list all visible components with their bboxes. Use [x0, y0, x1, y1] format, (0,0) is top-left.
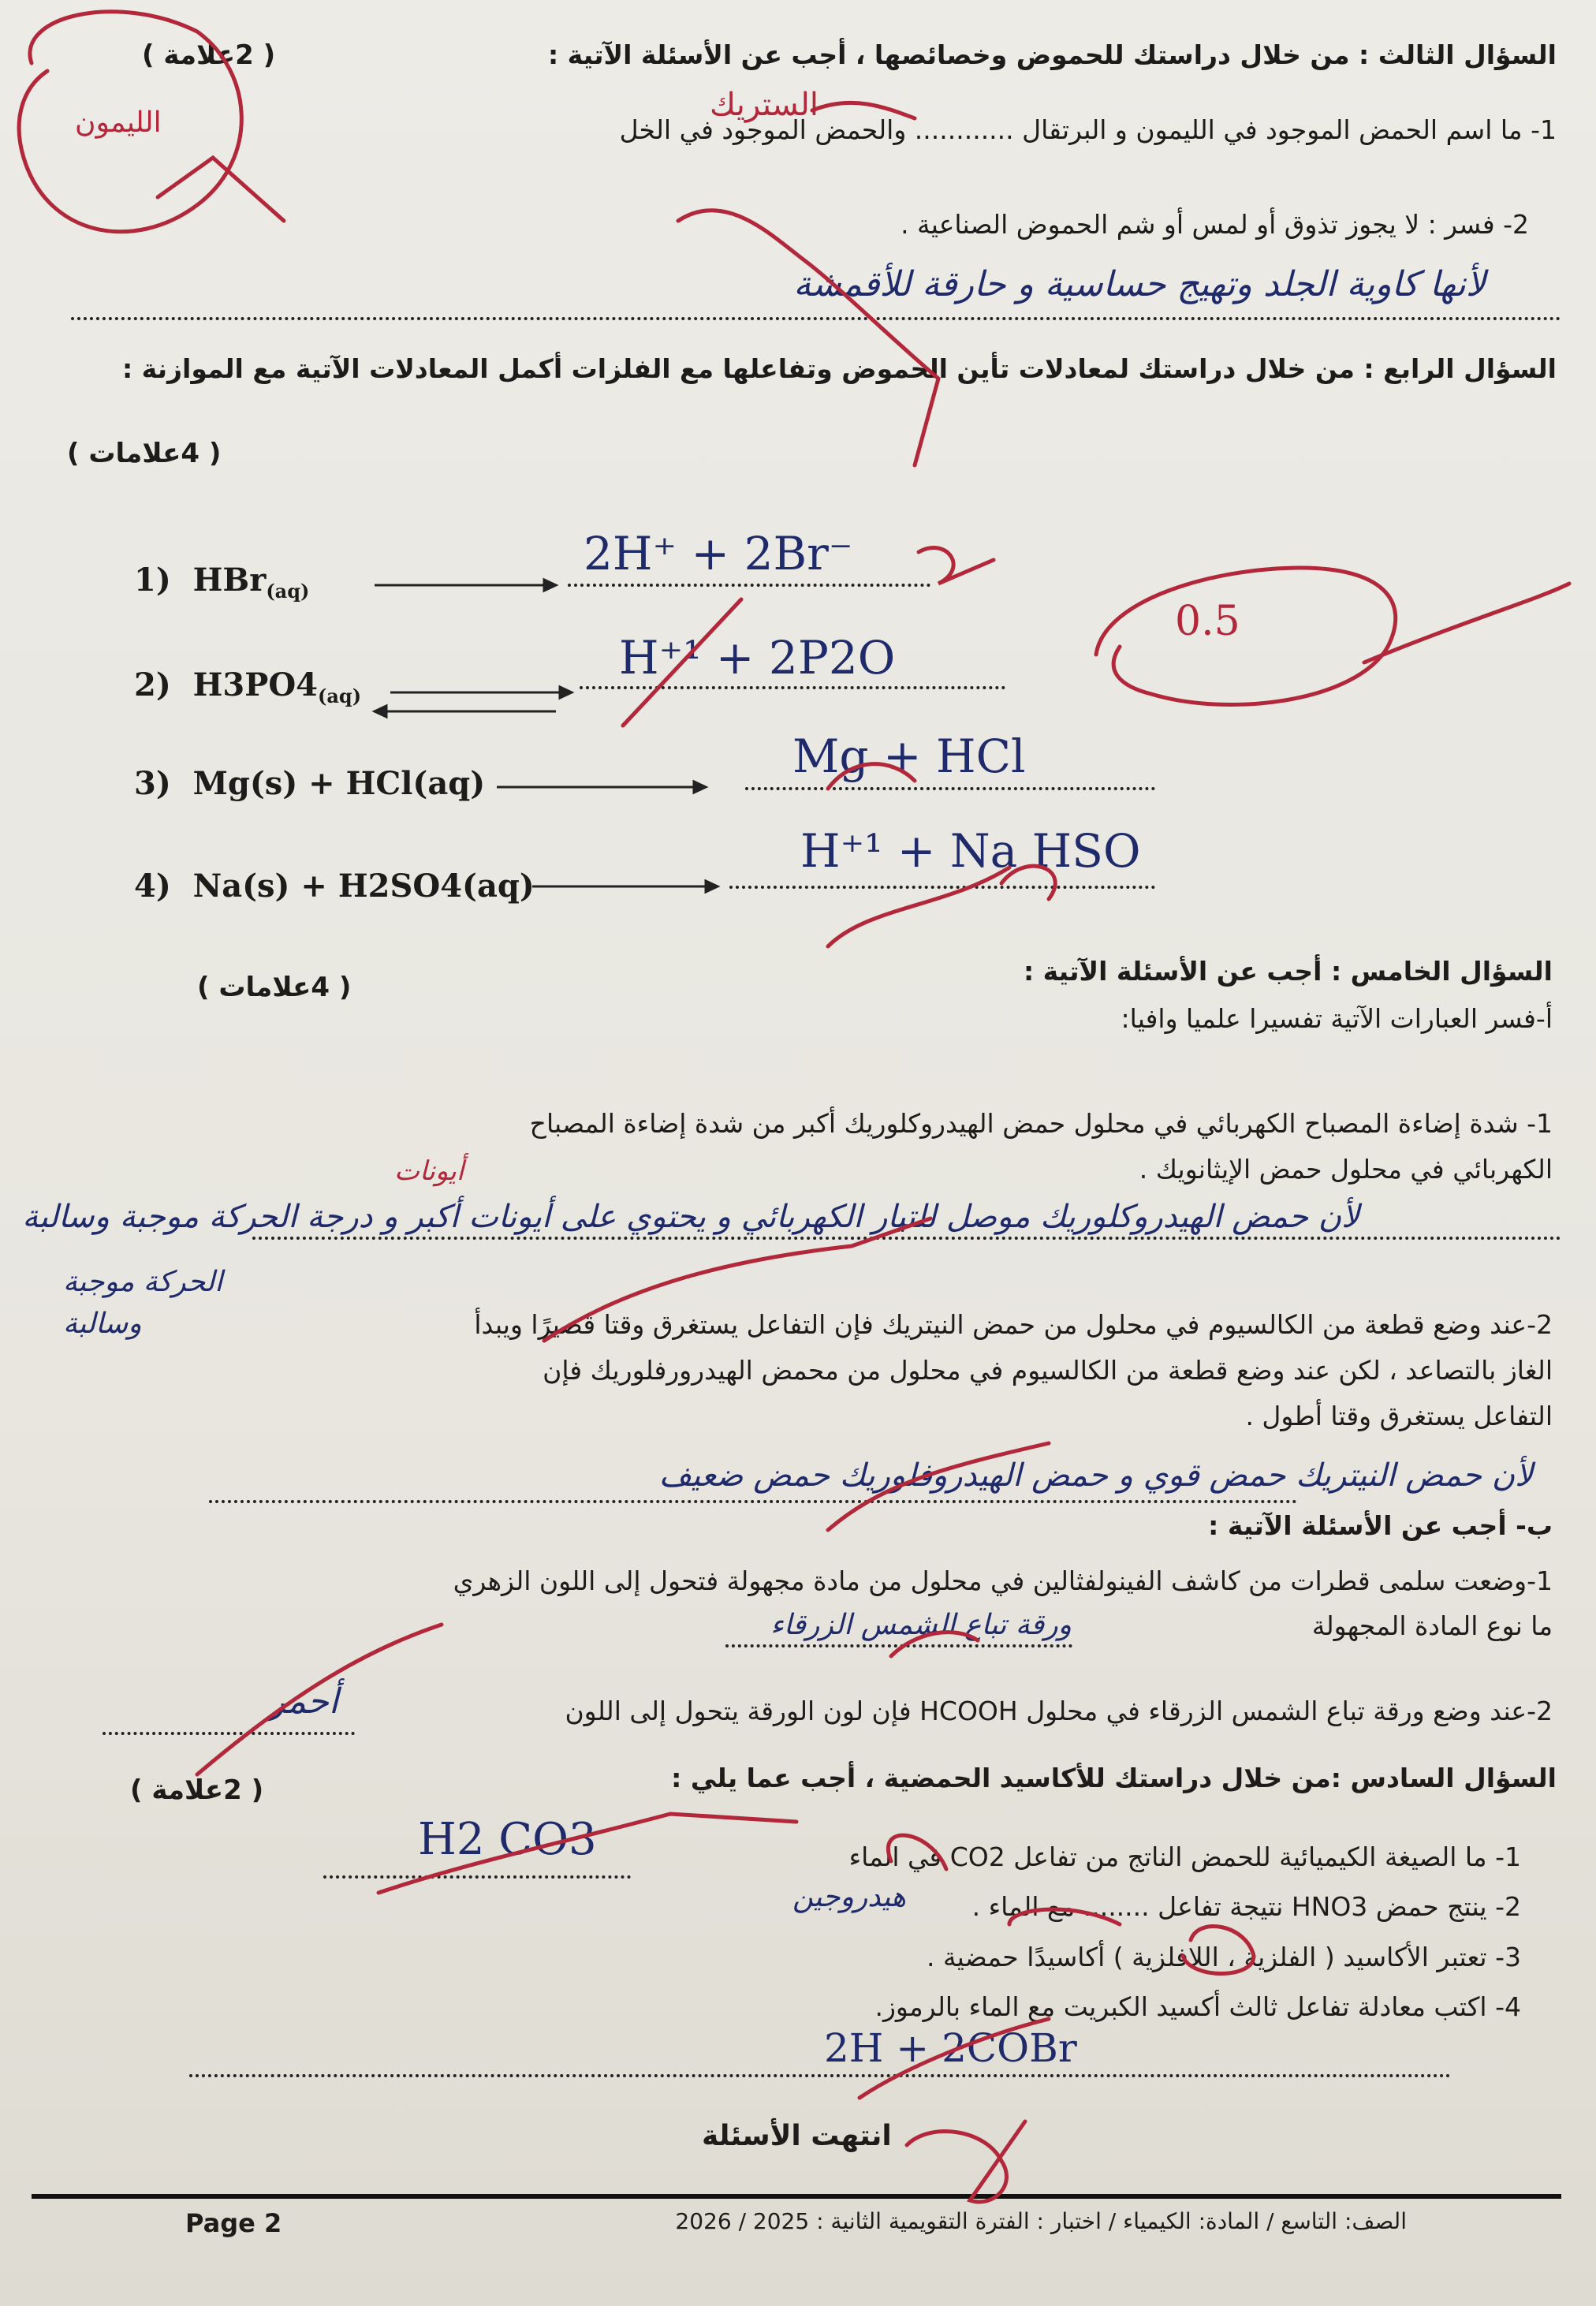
q3-grade-check	[158, 158, 284, 221]
q5-a1-above: أيونات	[394, 1155, 464, 1187]
q5-b1-line1: 1-وضعت سلمى قطرات من كاشف الفينولفثالين في محلول من مادة مجهولة فتحول إلى اللون الزهري	[453, 1565, 1553, 1596]
q6-answer-1: H2 CO3	[418, 1814, 597, 1865]
q3-answer-1b: الليمون	[75, 106, 162, 139]
q6-line-3: 3- تعتبر الأكاسيد ( الفلزية ، اللافلزية ) أكاسيدًا حمضية .	[926, 1942, 1521, 1972]
q6-l3-circle	[1183, 1927, 1254, 1974]
q6-answer-2: هيدروجين	[792, 1881, 906, 1913]
q5-a1-margin: الحركة موجبة	[63, 1266, 223, 1298]
q4-answer-x-1	[919, 548, 994, 584]
q5-b2-strike	[197, 1625, 442, 1774]
q6-line-2: 2- ينتج حمض HNO3 نتيجة تفاعل ........ مع الماء .	[971, 1891, 1521, 1922]
q5-a2-answer: لأن حمض النيتريك حمض قوي و حمض الهيدروفلوريك حمض ضعيف	[658, 1457, 1533, 1494]
page-number: Page 2	[185, 2208, 282, 2238]
q5-a1-line1: 1- شدة إضاءة المصباح الكهربائي في محلول حمض الهيدروكلوريك أكبر من شدة إضاءة المصباح	[529, 1108, 1553, 1139]
eq3-answer: Mg + HCl	[792, 729, 1026, 783]
q6-score: ( 2علامة )	[130, 1774, 264, 1806]
q3-question-2: 2- فسر : لا يجوز تذوق أو لمس أو شم الحموض الصناعية .	[901, 209, 1529, 240]
q6-l1-x	[888, 1835, 946, 1869]
q4-title: السؤال الرابع : من خلال دراستك لمعادلات تأين الحموض وتفاعلها مع الفلزات أكمل المعادلات الآتية مع الموازنة :	[121, 353, 1557, 384]
eq1-arrowhead	[544, 580, 556, 591]
q5-score: ( 4علامات )	[197, 972, 352, 1003]
q5-a2-line3: التفاعل يستغرق وقتا أطول .	[1245, 1401, 1553, 1431]
q6-line-4: 4- اكتب معادلة تفاعل ثالث أكسيد الكبريت مع الماء بالرموز.	[874, 1991, 1521, 2022]
q5-title: السؤال الخامس : أجب عن الأسئلة الآتية :	[1023, 956, 1553, 987]
end-mark	[907, 2121, 1025, 2202]
end-of-questions: انتهت الأسئلة	[702, 2120, 892, 2152]
eq2-arrowhead-forward	[560, 687, 572, 698]
q3-answer-2: لأنها كاوية الجلد وتهيج حساسية و حارقة للأقمشة	[793, 264, 1486, 304]
eq1-answer: 2H⁺ + 2Br⁻	[584, 527, 853, 580]
q5-part-a-title: أ-فسر العبارات الآتية تفسيرا علميا وافيا:	[1121, 1003, 1553, 1034]
q3-big-check	[678, 211, 938, 465]
q3-grade-circle	[19, 12, 241, 232]
q4-answer-x-4	[1001, 866, 1055, 899]
q4-score: ( 4علامات )	[67, 438, 222, 469]
q5-b2-line: 2-عند وضع ورقة تباع الشمس الزرقاء في محلول HCOOH فإن لون الورقة يتحول إلى اللون	[565, 1696, 1553, 1726]
q4-answer-strike-4	[828, 868, 1009, 946]
q5-a2-line2: الغاز بالتصاعد ، لكن عند وضع قطعة من الكالسيوم في محلول من محمض الهيدرورفلوريك فإن	[543, 1355, 1553, 1386]
q6-answer-4: 2H + 2COBr	[824, 2025, 1077, 2071]
eq2-state: (aq)	[318, 685, 362, 707]
q5-part-b-title: ب- أجب عن الأسئلة الآتية :	[1208, 1510, 1553, 1541]
q5-b2-answer: أحمر	[268, 1681, 339, 1722]
eq1-number: 1)	[134, 562, 171, 599]
eq4-answer: H⁺¹ + Na HSO	[800, 824, 1141, 878]
eq2-formula: H3PO4	[192, 666, 319, 703]
q6-title: السؤال السادس :من خلال دراستك للأكاسيد الحمضية ، أجب عما يلي :	[671, 1763, 1557, 1793]
eq2-number: 2)	[134, 666, 171, 703]
q5-a1-margin-2: وسالبة	[63, 1308, 142, 1340]
q3-answer-1a: الستريك	[710, 87, 819, 123]
eq3-number: 3)	[134, 765, 171, 802]
eq1-state: (aq)	[266, 580, 310, 603]
q6-l2-circle	[1009, 1909, 1120, 1924]
q5-b1-line2: ما نوع المادة المجهولة	[1311, 1610, 1553, 1641]
q6-line-1: 1- ما الصيغة الكيميائية للحمض الناتج من تفاعل CO2 في الماء	[848, 1841, 1521, 1872]
q5-a1-strike	[544, 1218, 930, 1341]
eq3-arrowhead	[694, 782, 706, 793]
q3-question-1: 1- ما اسم الحمض الموجود في الليمون و البرتقال ............ والحمض الموجود في الخل	[619, 114, 1557, 145]
eq4-formula: Na(s) + H2SO4(aq)	[192, 868, 535, 905]
q5-a2-line1: 2-عند وضع قطعة من الكالسيوم في محلول من حمض النيتريك فإن التفاعل يستغرق وقتا قصيرًا ويبدأ	[474, 1309, 1553, 1340]
q3-title: السؤال الثالث : من خلال دراستك للحموض وخصائصها ، أجب عن الأسئلة الآتية :	[547, 39, 1557, 70]
eq3-formula: Mg(s) + HCl(aq)	[192, 765, 486, 802]
q5-b1-answer: ورقة تباع الشمس الزرقاء	[770, 1609, 1072, 1641]
q5-a1-answer: لأن حمض الهيدروكلوريك موصل للتيار الكهربائي و يحتوي على أيونات أكبر و درجة الحركة موجبة وسالبة	[22, 1199, 1359, 1235]
q4-grade-circle	[1096, 568, 1396, 705]
q3-score: ( 2علامة )	[142, 39, 276, 71]
eq2-answer: H⁺¹ + 2P2O	[619, 631, 896, 685]
q4-answer-strike-2	[623, 599, 741, 726]
eq1-formula: HBr	[192, 562, 267, 599]
q6-l4-strike	[860, 2019, 1049, 2098]
eq4-arrowhead	[706, 881, 718, 892]
q4-answer-strike-3	[828, 764, 915, 789]
q6-l1-strike	[378, 1814, 796, 1893]
eq2-arrowhead-back	[375, 706, 386, 717]
footer-info: الصف: التاسع / المادة: الكيمياء / اختبار : الفترة التقويمية الثانية : 2025 / 2026	[675, 2208, 1407, 2234]
q3-answer-tick	[812, 103, 915, 118]
q5-b1-strike	[891, 1632, 978, 1656]
q4-grade-mark: 0.5	[1175, 598, 1240, 645]
q5-a2-strike	[828, 1443, 1049, 1530]
q5-a1-line2: الكهربائي في محلول حمض الإيثانويك .	[1139, 1154, 1553, 1185]
eq4-number: 4)	[134, 868, 171, 905]
